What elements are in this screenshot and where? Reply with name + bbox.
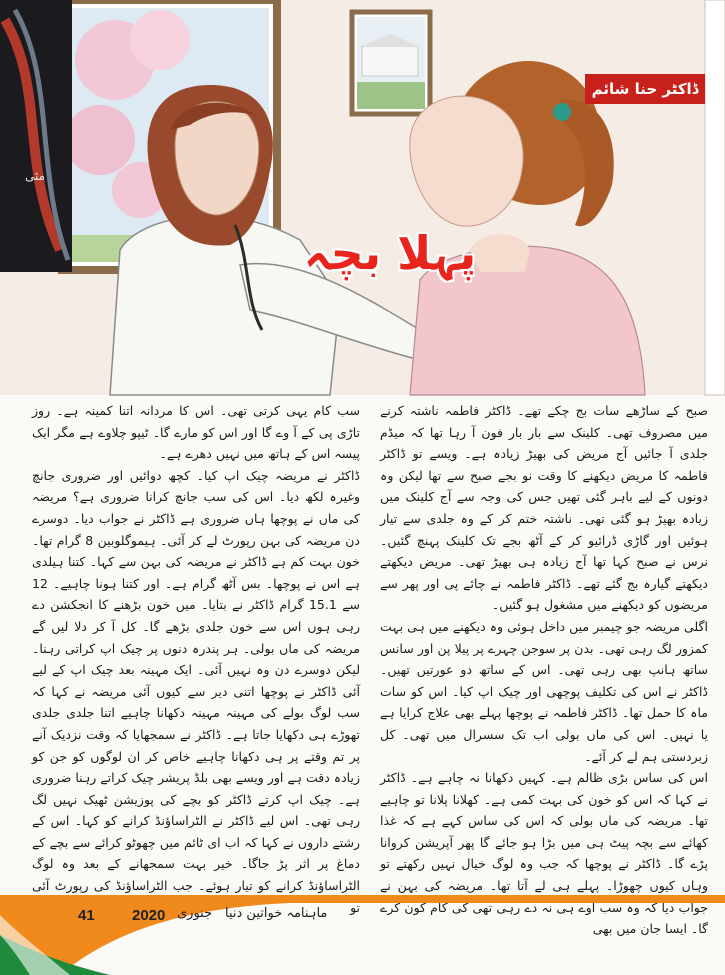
footer-year: 2020 bbox=[132, 907, 166, 924]
paragraph: اس کی ساس بڑی ظالم ہے۔ کہیں دکھانا نہ چاہے ہے۔ ڈاکٹر نے کہا کہ اس کو خون کی بہت کمی ہے۔ کھلانا پلانا تو چاہیے تھا۔ مریضہ کی ماں بولی کہ اس کی ساس کہے ہے کہ غذا کھائے سے بچہ پیٹ ہی میں بڑا ہو جائے گا پھر آپریشن کروانا پڑے گا۔ ڈاکٹر نے پوچھا کہ جب وہ لوگ خیال نہیں رکھتے تو وہاں کیوں چھوڑا۔ پہلے ہی لے آتا تھا۔ مریضہ کی بہن نے جواب دیا کہ وہ سب آوے ہی نہ دے رہی تھی کی کام کون کرے گا۔ ایسا جان میں بھی bbox=[380, 770, 708, 937]
page-footer bbox=[0, 895, 725, 975]
article-title: پہلا بچہ bbox=[303, 226, 477, 280]
svg-text:مئی: مئی bbox=[24, 169, 46, 183]
paragraph: صبح کے ساڑھے سات بج چکے تھے۔ ڈاکٹر فاطمہ ناشتہ کرنے میں مصروف تھی۔ کلینک سے بار بار فون آ رہا تھا کہ میڈم جلدی آ جائیں آج مریض کی بھیڑ زیادہ ہے۔ ویسے تو ڈاکٹر فاطمہ کا مریض دیکھنے کا وقت نو بجے صبح سے تھا لیکن وہ دونوں کے لیے باہر گئی تھیں جس کی وجہ سے آج کلینک میں زیادہ بھیڑ ہو گئی تھی۔ ناشتہ ختم کر کے وہ جلدی سے تیار ہوئیں اور گاڑی ڈرائیو کر کے آٹھ بجے تک کلینک پہنچ گئیں۔ نرس نے صبح کہا تھا آج زیادہ ہی بھیڑ تھی۔ مریض دیکھتے دیکھتے گیارہ بج گئے تھے۔ ڈاکٹر فاطمہ نے چائے پی اور پھر سے مریضوں کو دیکھنے میں مشغول ہو گئیں۔ bbox=[380, 403, 708, 613]
paragraph: ڈاکٹر نے مریضہ چیک اپ کیا۔ کچھ دوائیں اور ضروری جانچ وغیرہ لکھ دیا۔ اس کی سب جانچ کرانا ضروری ہے؟ مریضہ کی ماں نے پوچھا ہاں ضروری ہے ڈاکٹر نے جواب دیا۔ دوسرے دن مریضہ کی بہن رپورٹ لے کر آئی۔ ہیموگلوبین 8 گرام تھا۔ خون بہت کم ہے ڈاکٹر نے مریضہ کی بہن سے کہا۔ کتنا ہیلدی ہے اس نے پوچھا۔ بس آٹھ گرام ہے۔ اور کتنا ہونا چاہیے۔ 12 سے 15.1 گرام ڈاکٹر نے بتایا۔ میں خون بڑھنے کا انجکشن دے رہی ہوں اس سے خون جلدی بڑھے گا۔ کل آ کر دلا لیں گے مریضہ کی ماں بولی۔ ہر پندرہ دنوں پر چیک اپ کراتی رہنا۔ لیکن دوسرے دن وہ نہیں آئی۔ ایک مہینہ بعد چیک اپ کے لیے آئی ڈاکٹر نے پوچھا اتنی دیر سے کیوں آئی مریضہ نے کہا کہ سب لوگ بولے کی مہینہ مہینہ دکھانا چاہیے اتنا جلدی جلدی تھوڑے ہی دکھایا جاتا ہے۔ ڈاکٹر نے سمجھایا کہ وقت نزدیک آنے پر تم وقتے پر ہی دکھانا چاہیے خاص کر ان لوگوں کو جن کو زیادہ دقت ہے اور ویسے بھی بلڈ پریشر چیک کراتے رہنا ضروری ہے۔ چیک اپ کرتے ڈاکٹر کو بچے کی پوزیشن ٹھیک نہیں لگ رہی تھی۔ اس لیے ڈاکٹر نے الٹراساؤنڈ کرانے کو کہا۔ اس کے رشتے داروں نے کہا کہ اب ای ٹائم میں چھوٹو کرائے سے بچے کے دماغ پر اثر پڑ جاگا۔ خیر بہت سمجھانے کے بعد وہ لوگ الٹراساؤنڈ کرانے کو تیار ہوئے۔ جب الٹراساؤنڈ کی رپورٹ آئی تو bbox=[32, 467, 360, 915]
footer-month: جنوری bbox=[177, 906, 213, 921]
illustration-svg bbox=[0, 0, 725, 395]
magazine-name: ماہنامہ خواتین دنیا bbox=[225, 906, 328, 921]
page-number: 41 bbox=[78, 907, 95, 924]
paragraph: سب کام یہی کرتی تھی۔ اس کا مردانہ اتنا کمینہ ہے۔ روز تاڑی پی کے آ وے گا اور اس کو مارے گا۔ ٹیپو چلاوے ہے مگر ایک پیسہ اس کے ہاتھ میں نہیں دھرے ہے۔ bbox=[32, 403, 360, 462]
doctor-patient-illustration bbox=[0, 0, 725, 395]
footer-decoration bbox=[0, 895, 725, 975]
paragraph: اگلی مریضہ جو چیمبر میں داخل ہوئی وہ دیکھنے میں ہی بہت کمزور لگ رہی تھی۔ بدن پر سوجن چہرے پر پیلا پن اور سانس ساتھ ہانپ بھی رہی تھی۔ اس کے ساتھ دو عورتیں تھیں۔ ڈاکٹر نے اس کی تکلیف پوچھی اور چیک اپ کیا۔ اس کو سات ماہ کا حمل تھا۔ ڈاکٹر فاطمہ نے پوچھا پہلے بھی علاج کرایا ہے یا نہیں۔ اس کی ماں بولی اب تک سسرال میں تھی۔ کل زبردستی ہم لے کر آئے۔ bbox=[380, 618, 708, 764]
author-byline: ڈاکٹر حنا شائم bbox=[585, 74, 705, 104]
text-column-right bbox=[380, 400, 708, 937]
